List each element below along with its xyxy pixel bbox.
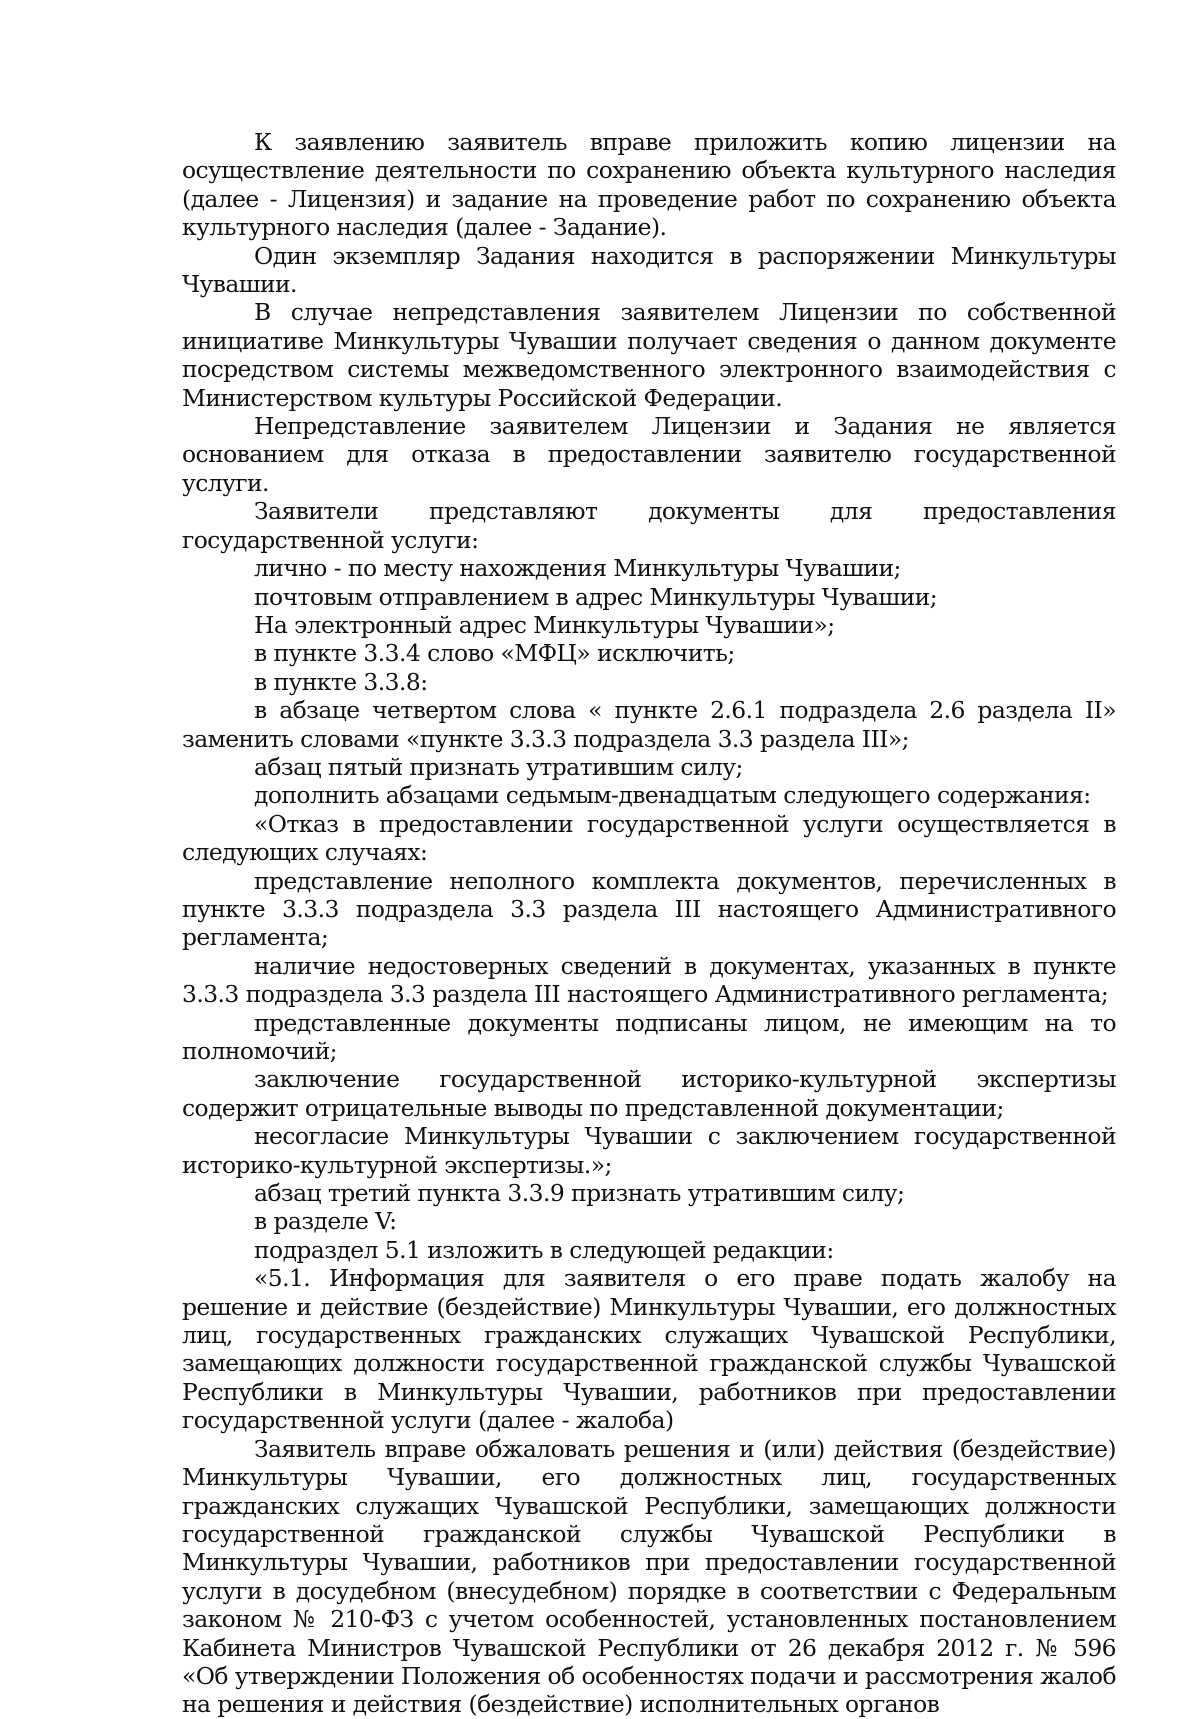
paragraph-negative-expertise: заключение государственной историко-культурной экспертизы содержит отрицательные выводы по представленной документации;	[182, 1065, 1116, 1122]
paragraph-clause-3-3-8: в пункте 3.3.8:	[254, 667, 428, 696]
paragraph-5-1-info: «5.1. Информация для заявителя о его праве подать жалобу на решение и действие (бездействие) Минкультуры Чувашии, его должностных лиц, государственных гражданских служащих Чувашской Республики, замещающих должности государственной гражданской службы Чувашской Республики в Минкультуры Чувашии, работников при предоставлении государственной услуги (далее - жалоба)	[182, 1264, 1116, 1435]
paragraph-submission-methods: Заявители представляют документы для предоставления государственной услуги:	[182, 497, 1116, 554]
paragraph-by-mail: почтовым отправлением в адрес Минкультуры Чувашии;	[254, 582, 938, 611]
paragraph-section-v: в разделе V:	[254, 1207, 397, 1236]
paragraph-interagency-request: В случае непредставления заявителем Лицензии по собственной инициативе Минкультуры Чувашии получает сведения о данном документе посредством системы межведомственного электронного взаимодействия с Министерством культуры Российской Федерации.	[182, 298, 1116, 412]
paragraph-add-abzacs: дополнить абзацами седьмым-двенадцатым следующего содержания:	[254, 781, 1091, 810]
paragraph-disagreement: несогласие Минкультуры Чувашии с заключением государственной историко-культурной экспертизы.»;	[182, 1122, 1116, 1179]
paragraph-in-person: лично - по месту нахождения Минкультуры Чувашии;	[254, 554, 901, 583]
paragraph-unauthorized-signature: представленные документы подписаны лицом, не имеющим на то полномочий;	[182, 1008, 1116, 1065]
paragraph-clause-3-3-9: абзац третий пункта 3.3.9 признать утратившим силу;	[254, 1179, 905, 1208]
paragraph-fifth-abzac: абзац пятый признать утратившим силу;	[254, 752, 743, 781]
paragraph-refusal-cases: «Отказ в предоставлении государственной услуги осуществляется в следующих случаях:	[182, 809, 1116, 867]
paragraph-appeal-right: Заявитель вправе обжаловать решения и (или) действия (бездействие) Минкультуры Чувашии, его должностных лиц, государственных гражданских служащих Чувашской Республики, замещающих должности государственной гражданской службы Чувашской Республики в Минкультуры Чувашии, работников при предоставлении государственной услуги в досудебном (внесудебном) порядке в соответствии с Федеральным законом № 210-ФЗ с учетом особенностей, установленных постановлением Кабинета Министров Чувашской Республики от 26 декабря 2012 г. № 596 «Об утверждении Положения об особенностях подачи и рассмотрения жалоб на решения и действия (бездействие) исполнительных органов	[182, 1434, 1116, 1719]
document-body	[182, 128, 1116, 1719]
paragraph-subsection-5-1: подраздел 5.1 изложить в следующей редакции:	[254, 1235, 834, 1264]
paragraph-electronic: На электронный адрес Минкультуры Чувашии»;	[254, 610, 835, 639]
paragraph-incomplete-set: представление неполного комплекта документов, перечисленных в пункте 3.3.3 подраздела 3.3 раздела III настоящего Административного регламента;	[182, 866, 1116, 952]
paragraph-task-copy: Один экземпляр Задания находится в распоряжении Минкультуры Чувашии.	[182, 241, 1116, 299]
paragraph-license-copy: К заявлению заявитель вправе приложить копию лицензии на осуществление деятельности по сохранению объекта культурного наследия (далее - Лицензия) и задание на проведение работ по сохранению объекта культурного наследия (далее - Задание).	[182, 128, 1116, 242]
paragraph-clause-3-3-4: в пункте 3.3.4 слово «МФЦ» исключить;	[254, 639, 735, 668]
paragraph-fourth-abzac: в абзаце четвертом слова « пункте 2.6.1 подраздела 2.6 раздела II» заменить словами «пункте 3.3.3 подраздела 3.3 раздела III»;	[182, 696, 1116, 753]
paragraph-non-submission: Непредставление заявителем Лицензии и Задания не является основанием для отказа в предоставлении заявителю государственной услуги.	[182, 412, 1116, 497]
paragraph-false-info: наличие недостоверных сведений в документах, указанных в пункте 3.3.3 подраздела 3.3 раздела III настоящего Административного регламента;	[182, 951, 1116, 1009]
